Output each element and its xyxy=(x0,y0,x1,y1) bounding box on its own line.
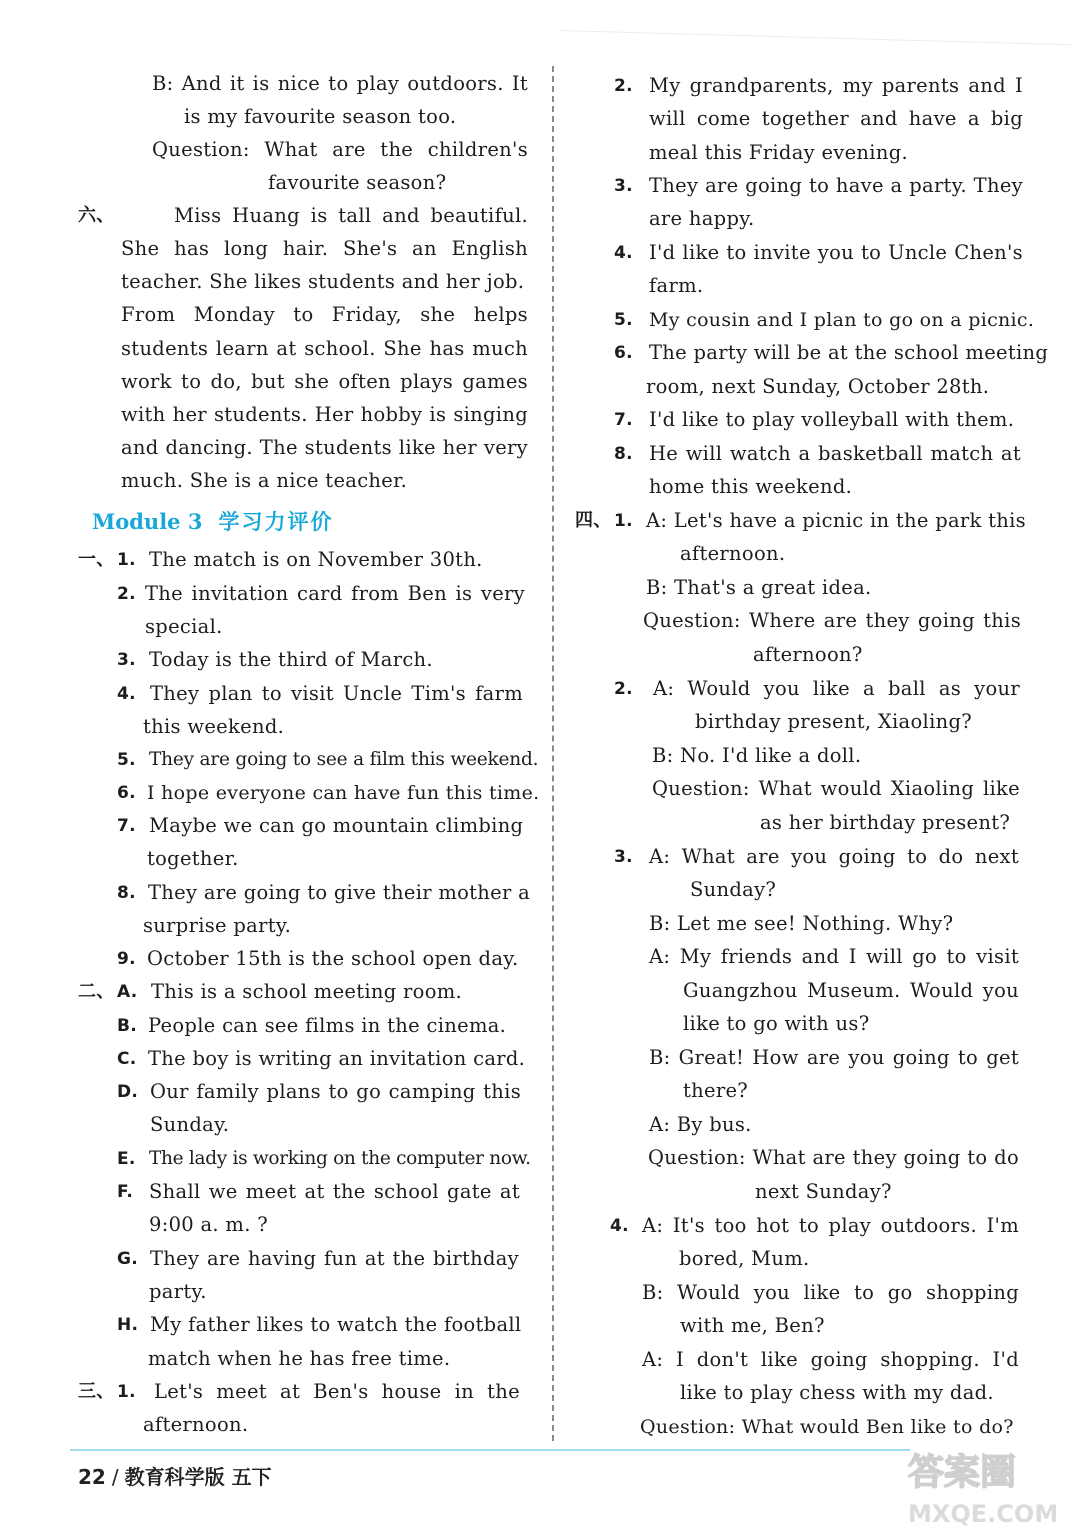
dialog-line: next Sunday? xyxy=(755,1180,892,1203)
dialog-question: Question: What are the children's xyxy=(152,138,528,161)
answer-line: Shall we meet at the school gate at xyxy=(149,1180,520,1203)
watermark-cn: 答案圈 xyxy=(908,1452,1017,1493)
item-letter: A. xyxy=(117,982,138,1002)
dialog-line: B: That's a great idea. xyxy=(646,576,872,599)
item-number: 4. xyxy=(610,1216,629,1236)
dialog-line: there? xyxy=(683,1079,749,1102)
edition-label: 教育科学版 xyxy=(124,1465,225,1489)
answer-line: are happy. xyxy=(649,207,755,230)
answer-line: this weekend. xyxy=(143,715,285,738)
answer-line: My cousin and I plan to go on a picnic. xyxy=(649,309,1035,331)
item-letter: G. xyxy=(117,1249,139,1269)
answer-line: October 15th is the school open day. xyxy=(147,947,519,970)
answer-line: They are going to see a film this weekend. xyxy=(149,749,539,770)
answer-line: will come together and have a big xyxy=(649,107,1023,130)
page-footer xyxy=(78,1461,272,1490)
item-number: 7. xyxy=(117,816,136,836)
dialog-line: afternoon? xyxy=(753,643,863,666)
watermark-logo xyxy=(900,1440,1060,1530)
page-edge xyxy=(560,30,1072,45)
dialog-line: A: My friends and I will go to visit xyxy=(649,945,1019,968)
answer-line: Maybe we can go mountain climbing xyxy=(149,814,524,837)
module-subtitle: 学习力评价 xyxy=(218,510,334,534)
passage-line: students learn at school. She has much xyxy=(121,337,528,360)
dialog-line: favourite season? xyxy=(268,171,447,194)
passage-line: teacher. She likes students and her job. xyxy=(121,270,525,293)
dialog-question: Question: What would Ben like to do? xyxy=(640,1416,1014,1438)
answer-line: My grandparents, my parents and I xyxy=(649,74,1023,97)
dialog-line: B: Great! How are you going to get xyxy=(649,1046,1019,1069)
section-label: 一、 xyxy=(78,549,115,570)
dialog-line: like to play chess with my dad. xyxy=(680,1381,994,1404)
grade-label: 五下 xyxy=(231,1465,272,1489)
column-divider xyxy=(552,66,554,1441)
answer-line: surprise party. xyxy=(143,914,292,937)
item-number: 1. xyxy=(614,511,633,531)
passage-line: and dancing. The students like her very xyxy=(121,436,528,459)
dialog-question: Question: Where are they going this xyxy=(643,609,1021,632)
answer-line: afternoon. xyxy=(143,1413,249,1436)
answer-line: They plan to visit Uncle Tim's farm xyxy=(150,682,523,705)
dialog-line: with me, Ben? xyxy=(680,1314,825,1337)
answer-line: match when he has free time. xyxy=(148,1347,451,1370)
item-number: 8. xyxy=(614,444,633,464)
section-label: 二、 xyxy=(78,981,115,1002)
item-letter: F. xyxy=(117,1182,134,1202)
dialog-line: like to go with us? xyxy=(683,1012,870,1035)
module-title: Module 3 xyxy=(92,509,203,534)
item-number: 7. xyxy=(614,410,633,430)
answer-line: special. xyxy=(145,615,223,638)
dialog-line: Sunday? xyxy=(690,878,777,901)
item-letter: C. xyxy=(117,1049,137,1069)
section-label: 四、 xyxy=(575,510,612,531)
passage-line: From Monday to Friday, she helps xyxy=(121,303,528,326)
passage-line: She has long hair. She's an English xyxy=(121,237,528,260)
answer-line: They are going to give their mother a xyxy=(148,881,531,904)
dialog-line: A: By bus. xyxy=(649,1113,752,1136)
item-number: 9. xyxy=(117,949,136,969)
footer-rule xyxy=(70,1449,910,1451)
item-number: 2. xyxy=(614,76,633,96)
section-label: 六、 xyxy=(78,205,115,226)
item-number: 1. xyxy=(117,550,136,570)
dialog-line: B: And it is nice to play outdoors. It xyxy=(152,72,528,95)
answer-line: I'd like to invite you to Uncle Chen's xyxy=(649,241,1023,264)
dialog-line: A: I don't like going shopping. I'd xyxy=(642,1348,1019,1371)
answer-line: My father likes to watch the football xyxy=(150,1313,522,1336)
dialog-line: Guangzhou Museum. Would you xyxy=(683,979,1019,1002)
answer-line: Our family plans to go camping this xyxy=(150,1080,521,1103)
dialog-line: A: What are you going to do next xyxy=(649,845,1019,868)
watermark-en: MXQE.COM xyxy=(908,1500,1059,1528)
answer-line: Sunday. xyxy=(150,1113,230,1136)
dialog-line: is my favourite season too. xyxy=(184,105,457,128)
item-number: 8. xyxy=(117,883,136,903)
item-letter: E. xyxy=(117,1149,136,1169)
answer-line: They are having fun at the birthday xyxy=(150,1247,519,1270)
item-number: 5. xyxy=(117,750,136,770)
answer-line: Today is the third of March. xyxy=(149,648,433,671)
answer-line: The lady is working on the computer now. xyxy=(149,1148,531,1169)
answer-line: He will watch a basketball match at xyxy=(649,442,1021,465)
item-number: 5. xyxy=(614,310,633,330)
module-heading xyxy=(92,506,333,536)
dialog-line: bored, Mum. xyxy=(679,1247,810,1270)
answer-line: I hope everyone can have fun this time. xyxy=(147,782,540,804)
dialog-question: Question: What would Xiaoling like xyxy=(652,777,1020,800)
answer-line: The boy is writing an invitation card. xyxy=(148,1047,526,1070)
answer-line: Let's meet at Ben's house in the xyxy=(154,1380,520,1403)
item-number: 2. xyxy=(117,584,136,604)
answer-line: They are going to have a party. They xyxy=(649,174,1023,197)
footer-separator: / xyxy=(111,1465,119,1489)
answer-line: People can see films in the cinema. xyxy=(148,1014,507,1037)
item-number: 3. xyxy=(117,650,136,670)
dialog-line: afternoon. xyxy=(680,542,786,565)
passage-line: work to do, but she often plays games xyxy=(121,370,528,393)
dialog-line: A: It's too hot to play outdoors. I'm xyxy=(642,1214,1019,1237)
answer-line: meal this Friday evening. xyxy=(649,141,908,164)
answer-line: 9:00 a. m. ? xyxy=(149,1213,268,1236)
passage-line: Miss Huang is tall and beautiful. xyxy=(174,204,528,227)
item-number: 4. xyxy=(614,243,633,263)
passage-line: with her students. Her hobby is singing xyxy=(121,403,528,426)
answer-line: room, next Sunday, October 28th. xyxy=(646,375,990,398)
item-number: 6. xyxy=(117,783,136,803)
dialog-line: A: Let's have a picnic in the park this xyxy=(646,509,1026,532)
item-letter: D. xyxy=(117,1082,139,1102)
answer-line: together. xyxy=(147,847,239,870)
section-label: 三、 xyxy=(78,1381,115,1402)
answer-line: The party will be at the school meeting xyxy=(649,341,1049,364)
dialog-line: B: No. I'd like a doll. xyxy=(652,744,862,767)
dialog-question: Question: What are they going to do xyxy=(648,1146,1019,1169)
item-number: 2. xyxy=(614,679,633,699)
answer-line: party. xyxy=(149,1280,207,1303)
item-number: 1. xyxy=(117,1382,136,1402)
item-letter: H. xyxy=(117,1315,139,1335)
page-number: 22 xyxy=(78,1465,106,1489)
dialog-line: A: Would you like a ball as your xyxy=(653,677,1020,700)
item-number: 6. xyxy=(614,343,633,363)
dialog-line: as her birthday present? xyxy=(760,811,1011,834)
answer-line: The match is on November 30th. xyxy=(149,548,483,571)
dialog-line: B: Let me see! Nothing. Why? xyxy=(649,912,954,935)
dialog-line: birthday present, Xiaoling? xyxy=(695,710,972,733)
answer-line: farm. xyxy=(649,274,704,297)
answer-line: I'd like to play volleyball with them. xyxy=(649,408,1015,431)
answer-line: The invitation card from Ben is very xyxy=(145,582,525,605)
item-number: 3. xyxy=(614,176,633,196)
item-number: 4. xyxy=(117,684,136,704)
dialog-line: B: Would you like to go shopping xyxy=(642,1281,1019,1304)
answer-line: This is a school meeting room. xyxy=(151,980,463,1003)
passage-line: much. She is a nice teacher. xyxy=(121,469,408,492)
item-number: 3. xyxy=(614,847,633,867)
answer-line: home this weekend. xyxy=(649,475,853,498)
item-letter: B. xyxy=(117,1016,138,1036)
